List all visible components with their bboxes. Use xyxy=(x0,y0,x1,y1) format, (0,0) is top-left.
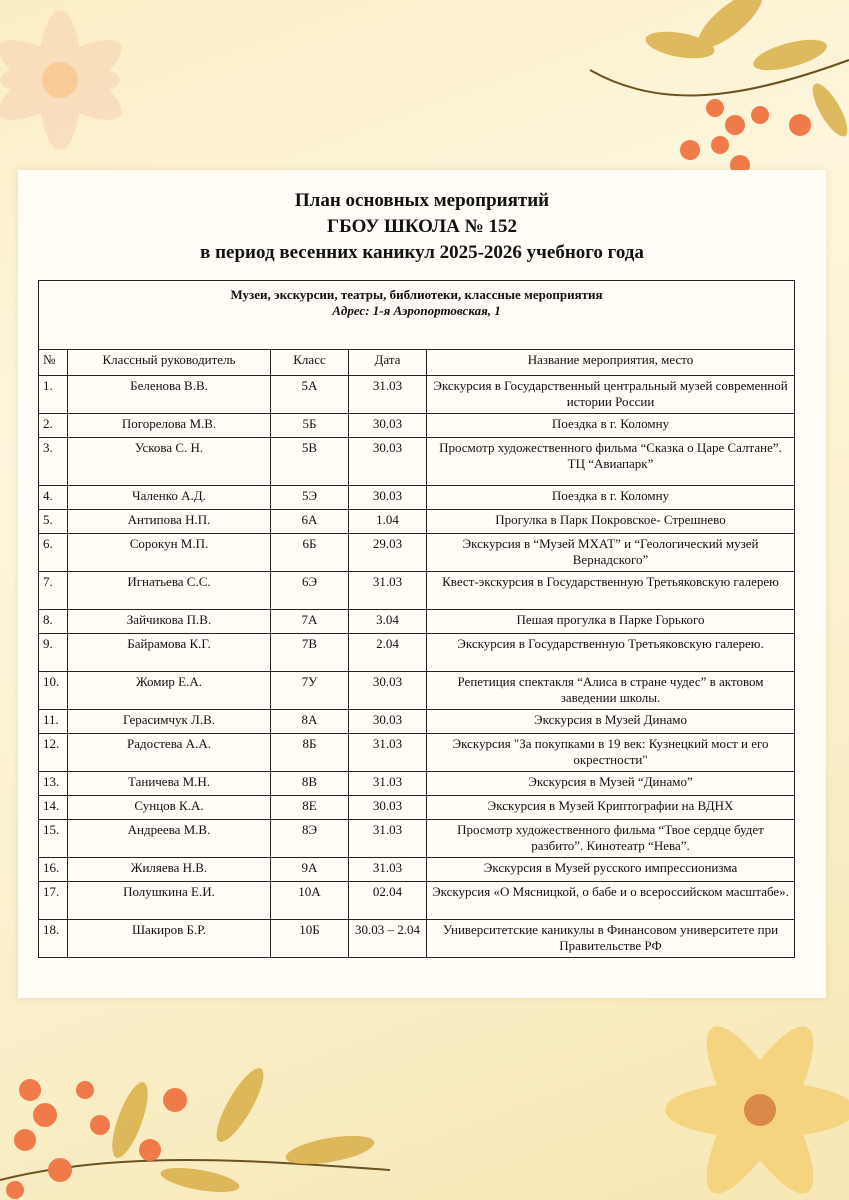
row-date: 30.03 xyxy=(349,796,427,820)
row-number: 18. xyxy=(39,920,68,958)
row-event: Экскурсия "За покупками в 19 век: Кузнецкий мост и его окрестности" xyxy=(427,734,795,772)
row-event: Экскурсия в Музей “Динамо” xyxy=(427,772,795,796)
section-header-row xyxy=(39,281,795,350)
row-date: 31.03 xyxy=(349,734,427,772)
row-date: 2.04 xyxy=(349,634,427,672)
table-row xyxy=(39,710,795,734)
table-row xyxy=(39,882,795,920)
column-header-row xyxy=(39,350,795,376)
table-row xyxy=(39,672,795,710)
table-row xyxy=(39,572,795,610)
row-number: 5. xyxy=(39,510,68,534)
row-number: 9. xyxy=(39,634,68,672)
row-class: 5А xyxy=(271,376,349,414)
table-row xyxy=(39,634,795,672)
row-event: Экскурсия в “Музей МХАТ” и “Геологический музей Вернадского” xyxy=(427,534,795,572)
row-number: 2. xyxy=(39,414,68,438)
row-number: 7. xyxy=(39,572,68,610)
row-class: 8Э xyxy=(271,820,349,858)
row-date: 1.04 xyxy=(349,510,427,534)
row-date: 31.03 xyxy=(349,572,427,610)
table-row xyxy=(39,610,795,634)
table-row xyxy=(39,858,795,882)
row-number: 1. xyxy=(39,376,68,414)
row-teacher: Чаленко А.Д. xyxy=(68,486,271,510)
title-line-1: План основных мероприятий xyxy=(294,190,550,211)
row-date: 31.03 xyxy=(349,820,427,858)
row-teacher: Беленова В.В. xyxy=(68,376,271,414)
row-date: 3.04 xyxy=(349,610,427,634)
row-teacher: Байрамова К.Г. xyxy=(68,634,271,672)
table-row xyxy=(39,820,795,858)
row-event: Репетиция спектакля “Алиса в стране чудес” в актовом заведении школы. xyxy=(427,672,795,710)
row-teacher: Сунцов К.А. xyxy=(68,796,271,820)
row-class: 8В xyxy=(271,772,349,796)
row-event: Пешая прогулка в Парке Горького xyxy=(427,610,795,634)
row-date: 29.03 xyxy=(349,534,427,572)
row-class: 6Э xyxy=(271,572,349,610)
row-event: Просмотр художественного фильма “Сказка о Царе Салтане”. ТЦ “Авиапарк” xyxy=(427,438,795,486)
row-date: 30.03 – 2.04 xyxy=(349,920,427,958)
col-header-teacher: Классный руководитель xyxy=(68,350,271,376)
events-table xyxy=(38,280,795,958)
table-row xyxy=(39,414,795,438)
row-number: 17. xyxy=(39,882,68,920)
row-class: 10А xyxy=(271,882,349,920)
row-number: 4. xyxy=(39,486,68,510)
row-teacher: Радостева А.А. xyxy=(68,734,271,772)
row-date: 30.03 xyxy=(349,672,427,710)
row-number: 10. xyxy=(39,672,68,710)
row-teacher: Зайчикова П.В. xyxy=(68,610,271,634)
row-class: 6Б xyxy=(271,534,349,572)
table-row xyxy=(39,376,795,414)
row-class: 6А xyxy=(271,510,349,534)
table-row xyxy=(39,438,795,486)
col-header-number: № xyxy=(39,350,68,376)
row-class: 7У xyxy=(271,672,349,710)
row-number: 12. xyxy=(39,734,68,772)
row-event: Экскурсия «О Мясницкой, о бабе и о всероссийском масштабе». xyxy=(427,882,795,920)
row-number: 6. xyxy=(39,534,68,572)
table-row xyxy=(39,772,795,796)
table-row xyxy=(39,920,795,958)
row-teacher: Полушкина Е.И. xyxy=(68,882,271,920)
berry-branch-bottom-left xyxy=(0,1030,400,1200)
row-number: 15. xyxy=(39,820,68,858)
section-header xyxy=(39,281,795,350)
row-teacher: Жиляева Н.В. xyxy=(68,858,271,882)
row-teacher: Андреева М.В. xyxy=(68,820,271,858)
section-address: Адрес: 1-я Аэропортовская, 1 xyxy=(332,303,501,318)
row-event: Экскурсия в Музей русского импрессионизма xyxy=(427,858,795,882)
row-date: 02.04 xyxy=(349,882,427,920)
table-row xyxy=(39,796,795,820)
row-date: 31.03 xyxy=(349,858,427,882)
row-date: 31.03 xyxy=(349,376,427,414)
row-number: 3. xyxy=(39,438,68,486)
row-teacher: Игнатьева С.С. xyxy=(68,572,271,610)
section-heading: Музеи, экскурсии, театры, библиотеки, классные мероприятия xyxy=(230,287,603,302)
row-class: 5Э xyxy=(271,486,349,510)
row-date: 30.03 xyxy=(349,414,427,438)
row-class: 5В xyxy=(271,438,349,486)
row-class: 8Б xyxy=(271,734,349,772)
document-title xyxy=(18,188,826,266)
row-teacher: Жомир Е.А. xyxy=(68,672,271,710)
col-header-class: Класс xyxy=(271,350,349,376)
row-teacher: Погорелова М.В. xyxy=(68,414,271,438)
row-class: 8А xyxy=(271,710,349,734)
row-date: 30.03 xyxy=(349,438,427,486)
row-teacher: Сорокун М.П. xyxy=(68,534,271,572)
row-number: 14. xyxy=(39,796,68,820)
title-line-3: в период весенних каникул 2025-2026 учебного года xyxy=(200,242,644,263)
title-line-2: ГБОУ ШКОЛА № 152 xyxy=(327,216,517,237)
row-event: Экскурсия в Государственный центральный музей современной истории России xyxy=(427,376,795,414)
row-class: 8Е xyxy=(271,796,349,820)
row-number: 16. xyxy=(39,858,68,882)
row-class: 9А xyxy=(271,858,349,882)
row-class: 5Б xyxy=(271,414,349,438)
row-teacher: Антипова Н.П. xyxy=(68,510,271,534)
row-class: 7А xyxy=(271,610,349,634)
row-date: 30.03 xyxy=(349,710,427,734)
row-event: Квест-экскурсия в Государственную Третьяковскую галерею xyxy=(427,572,795,610)
row-event: Поездка в г. Коломну xyxy=(427,414,795,438)
row-class: 7В xyxy=(271,634,349,672)
row-number: 11. xyxy=(39,710,68,734)
row-teacher: Таничева М.Н. xyxy=(68,772,271,796)
table-row xyxy=(39,734,795,772)
row-teacher: Герасимчук Л.В. xyxy=(68,710,271,734)
table-row xyxy=(39,510,795,534)
row-event: Прогулка в Парк Покровское- Стрешнево xyxy=(427,510,795,534)
row-event: Просмотр художественного фильма “Твое сердце будет разбито”. Кинотеатр “Нева”. xyxy=(427,820,795,858)
table-row xyxy=(39,534,795,572)
col-header-date: Дата xyxy=(349,350,427,376)
plan-card xyxy=(18,170,826,998)
row-date: 30.03 xyxy=(349,486,427,510)
row-event: Экскурсия в Музей Криптографии на ВДНХ xyxy=(427,796,795,820)
row-event: Университетские каникулы в Финансовом университете при Правительстве РФ xyxy=(427,920,795,958)
row-teacher: Шакиров Б.Р. xyxy=(68,920,271,958)
flower-bottom-right xyxy=(640,980,849,1200)
table-row xyxy=(39,486,795,510)
row-number: 8. xyxy=(39,610,68,634)
row-number: 13. xyxy=(39,772,68,796)
row-date: 31.03 xyxy=(349,772,427,796)
col-header-event: Название мероприятия, место xyxy=(427,350,795,376)
row-event: Экскурсия в Музей Динамо xyxy=(427,710,795,734)
row-event: Поездка в г. Коломну xyxy=(427,486,795,510)
row-event: Экскурсия в Государственную Третьяковскую галерею. xyxy=(427,634,795,672)
row-class: 10Б xyxy=(271,920,349,958)
row-teacher: Ускова С. Н. xyxy=(68,438,271,486)
